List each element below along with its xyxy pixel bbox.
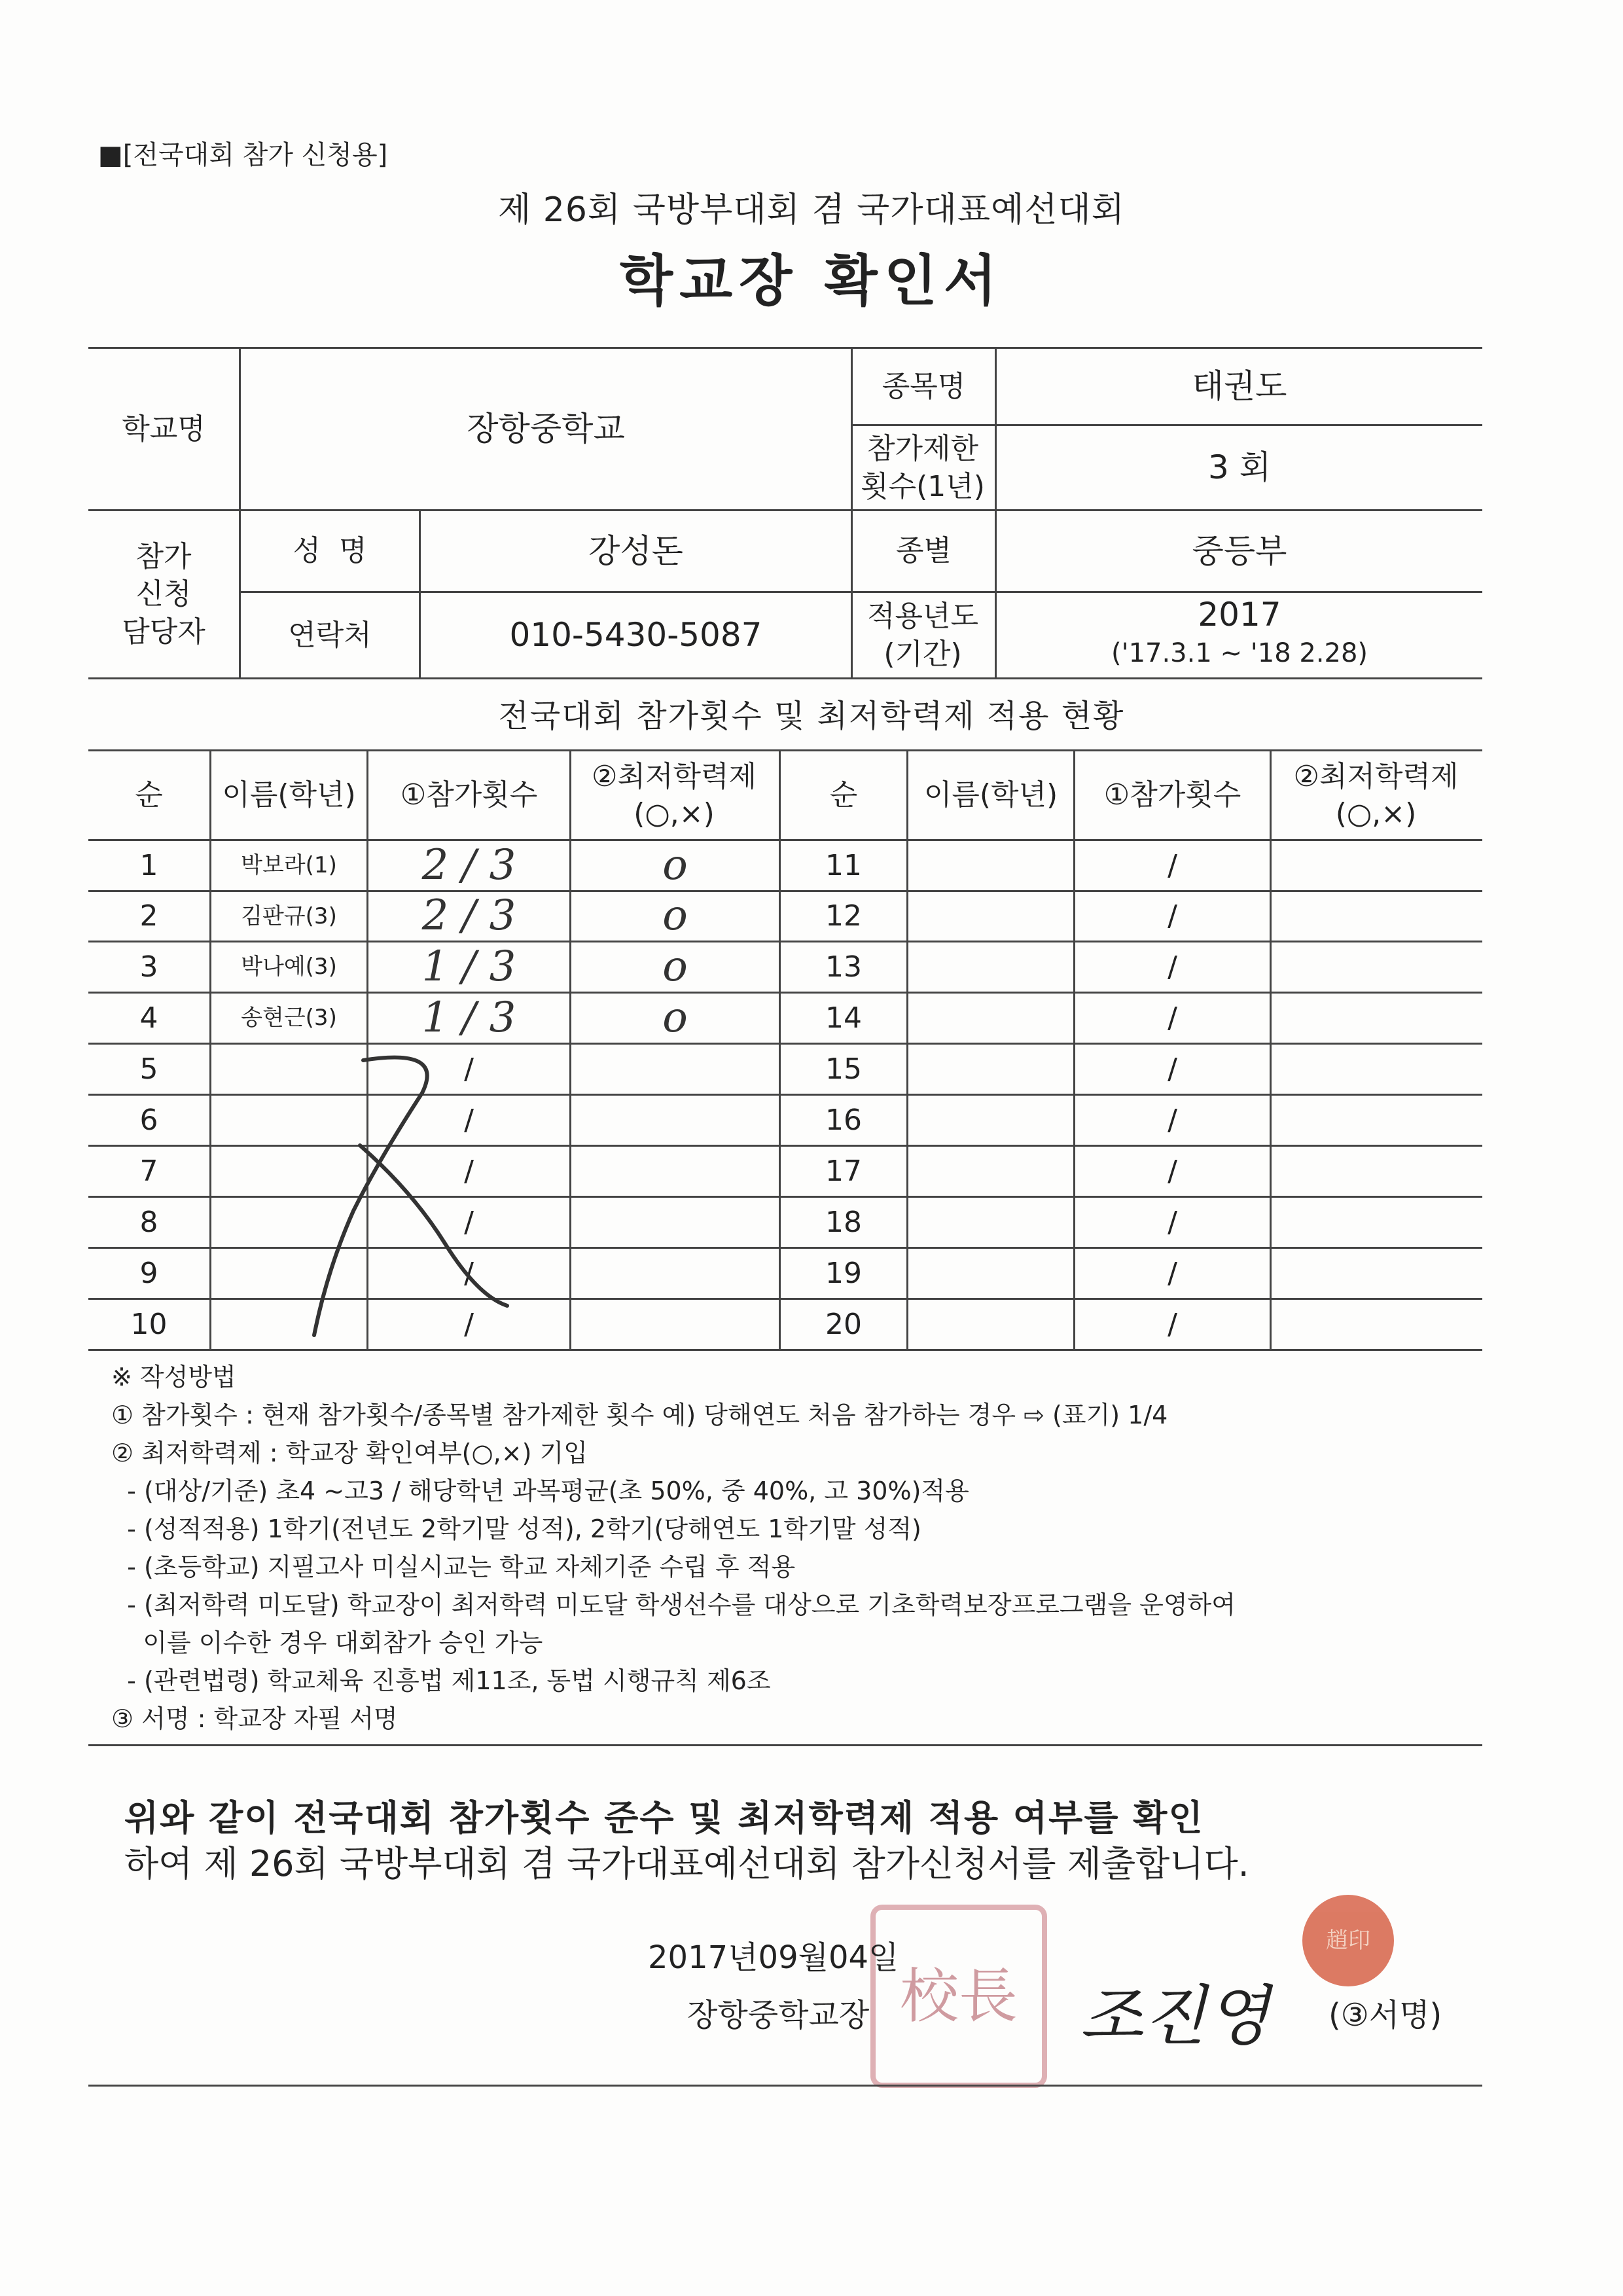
personal-seal: 趙印 (1302, 1895, 1394, 1986)
seal-text: 校長 (900, 1962, 1018, 2031)
participation-count: 1 / 3 (421, 942, 516, 991)
student-name: 박나예(3) (241, 954, 337, 980)
row-number: 3 (139, 950, 158, 984)
header-count-right: ①참가횟수 (1103, 778, 1241, 812)
row-number: 10 (130, 1307, 168, 1341)
participation-count: / (1168, 848, 1177, 882)
row-number: 6 (139, 1103, 158, 1137)
name-label: 성 명 (293, 534, 367, 568)
participation-count: / (464, 1052, 474, 1086)
instructions (111, 1358, 1236, 1738)
participation-count: / (464, 1205, 474, 1239)
row-number: 8 (139, 1205, 158, 1239)
participation-count: / (1168, 1307, 1177, 1341)
school-name: 장항중학교 (467, 410, 625, 448)
participation-count: / (1168, 1205, 1177, 1239)
note-line: ※ 작성방법 (111, 1363, 236, 1391)
participation-count: / (1168, 1154, 1177, 1188)
note-line: - (초등학교) 지필고사 미실시교는 학교 자체기준 수립 후 적용 (111, 1552, 796, 1581)
participation-count: 2 / 3 (421, 840, 516, 889)
row-number: 7 (139, 1154, 158, 1188)
min-achievement-mark: o (662, 993, 688, 1042)
limit-label: 참가제한 횟수(1년) (861, 432, 985, 503)
row-number: 18 (825, 1205, 862, 1239)
row-number: 15 (825, 1052, 862, 1086)
submission-date: 2017년09월04일 (648, 1939, 899, 1976)
row-number: 11 (825, 848, 862, 882)
sport-label: 종목명 (882, 369, 966, 403)
row-number: 9 (139, 1256, 158, 1290)
participation-count: / (464, 1256, 474, 1290)
divider (88, 1744, 1482, 1746)
header-name-right: 이름(학년) (923, 778, 1058, 812)
status-title: 전국대회 참가횟수 및 최저학력제 적용 현황 (498, 698, 1125, 734)
min-achievement-mark: o (662, 840, 688, 889)
header-count-left: ①참가횟수 (400, 778, 538, 812)
participation-count: 1 / 3 (421, 993, 516, 1042)
header-min-left: ②최저학력제 (○,×) (592, 759, 757, 831)
statement-line-2: 하여 제 26회 국방부대회 겸 국가대표예선대회 참가신청서를 제출합니다. (124, 1843, 1249, 1884)
bottom-divider (88, 2085, 1482, 2087)
row-number: 14 (825, 1001, 862, 1035)
contact-label: 연락처 (288, 618, 372, 652)
participation-count: / (1168, 1052, 1177, 1086)
manager-name: 강성돈 (588, 531, 683, 570)
participation-count: / (464, 1103, 474, 1137)
row-number: 4 (139, 1001, 158, 1035)
year-range: ('17.3.1 ~ '18 2.28) (1111, 638, 1368, 668)
participation-count: / (1168, 899, 1177, 933)
statement-line-1: 위와 같이 전국대회 참가횟수 준수 및 최저학력제 적용 여부를 확인 (124, 1797, 1204, 1839)
row-number: 13 (825, 950, 862, 984)
row-number: 5 (139, 1052, 158, 1086)
note-line: - (대상/기준) 초4 ~고3 / 해당학년 과목평균(초 50%, 중 40%, 고 30%)적용 (111, 1477, 969, 1505)
min-achievement-mark: o (662, 942, 688, 991)
row-number: 2 (139, 899, 158, 933)
manager-label: 참가 신청 담당자 (122, 540, 205, 649)
crossout-mark (281, 1047, 530, 1342)
note-line: - (성적적용) 1학기(전년도 2학기말 성적), 2학기(당해연도 1학기말 성적) (111, 1515, 921, 1543)
division-label: 종별 (895, 534, 952, 568)
row-number: 20 (825, 1307, 862, 1341)
document-title: 학교장 확인서 (619, 249, 1004, 313)
student-name: 김판규(3) (241, 903, 337, 929)
participation-count: / (1168, 1103, 1177, 1137)
participation-count: / (1168, 1256, 1177, 1290)
note-line: ② 최저학력제 : 학교장 확인여부(○,×) 기입 (111, 1439, 588, 1467)
row-number: 19 (825, 1256, 862, 1290)
note-line: - (최저학력 미도달) 학교장이 최저학력 미도달 학생선수를 대상으로 기초학력보장프로그램을 운영하여 (111, 1590, 1236, 1619)
note-line: ③ 서명 : 학교장 자필 서명 (111, 1704, 398, 1733)
row-number: 12 (825, 899, 862, 933)
participation-count: / (464, 1307, 474, 1341)
note-line: 이를 이수한 경우 대회참가 승인 가능 (111, 1628, 543, 1657)
contact-value: 010-5430-5087 (509, 616, 762, 654)
signature-label: (③서명) (1329, 1997, 1442, 2034)
min-achievement-mark: o (662, 891, 688, 941)
handwritten-signature: 조진영 (1080, 1978, 1270, 2054)
principal-title: 장항중학교장 (687, 1997, 870, 2034)
participation-count: / (1168, 950, 1177, 984)
year-value: 2017 (1198, 596, 1281, 634)
sport-name: 태권도 (1192, 367, 1287, 405)
participation-count: 2 / 3 (421, 891, 516, 941)
row-number: 1 (139, 848, 158, 882)
student-name: 박보라(1) (241, 852, 337, 879)
participation-count: / (464, 1154, 474, 1188)
event-subtitle: 제 26회 국방부대회 겸 국가대표예선대회 (498, 190, 1125, 230)
header-no-right: 순 (829, 778, 858, 812)
note-line: - (관련법령) 학교체육 진흥법 제11조, 동법 시행규칙 제6조 (111, 1666, 771, 1695)
year-label: 적용년도 (기간) (866, 600, 978, 671)
header-min-right: ②최저학력제 (○,×) (1293, 759, 1459, 831)
note-line: ① 참가횟수 : 현재 참가횟수/종목별 참가제한 횟수 예) 당해연도 처음 참가하는 경우 ⇨ (표기) 1/4 (111, 1401, 1168, 1429)
division-value: 중등부 (1192, 531, 1287, 570)
participation-count: / (1168, 1001, 1177, 1035)
form-tag: ■[전국대회 참가 신청용] (98, 140, 388, 170)
header-no-left: 순 (135, 778, 163, 812)
row-number: 17 (825, 1154, 862, 1188)
student-name: 송현근(3) (241, 1005, 337, 1031)
header-name-left: 이름(학년) (222, 778, 356, 812)
row-number: 16 (825, 1103, 862, 1137)
school-label: 학교명 (122, 412, 205, 446)
limit-value: 3 회 (1207, 448, 1271, 486)
